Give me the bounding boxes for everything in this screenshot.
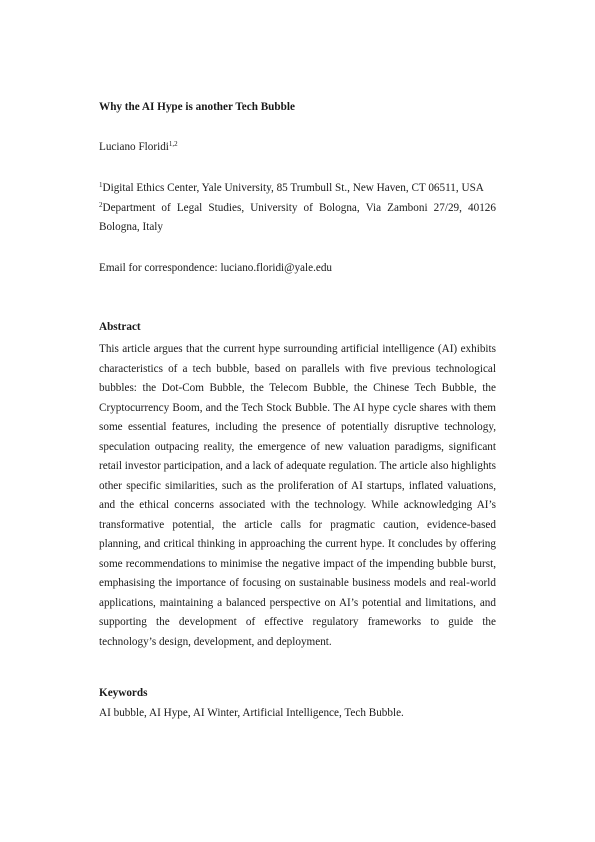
abstract-heading: Abstract	[99, 321, 141, 333]
author-name: Luciano Floridi	[99, 141, 169, 153]
affiliation-text: Department of Legal Studies, University of Bologna, Via Zamboni 27/29, 40126 Bologna, Italy	[99, 201, 496, 234]
keywords-list: AI bubble, AI Hype, AI Winter, Artificial Intelligence, Tech Bubble.	[99, 707, 404, 719]
affiliation-2	[99, 199, 496, 238]
affiliations	[99, 179, 496, 238]
affiliation-mark: 1	[99, 181, 103, 189]
author-line	[99, 140, 496, 154]
affiliation-mark: 2	[99, 200, 103, 209]
correspondence-email: Email for correspondence: luciano.floridi@yale.edu	[99, 262, 333, 274]
abstract-body: This article argues that the current hype surrounding artificial intelligence (AI) exhibits characteristics of a tech bubble, based on parallels with five previous technological bubbles: the Dot-Com Bubble, the Telecom Bubble, the Chinese Tech Bubble, the Cryptocurrency Boom, and the Tech Stock Bubble. The AI hype cycle shares with them some essential features, including the presence of potentially disruptive technology, speculation outpacing reality, the emergence of new valuation paradigms, significant retail investor participation, and a lack of adequate regulation. The article also highlights other specific similarities, such as the proliferation of AI startups, inflated valuations, and the ethical concerns associated with the technology. While acknowledging AI’s transformative potential, the article calls for pragmatic caution, evidence-based planning, and critical thinking in approaching the current hype. It concludes by offering some recommendations to minimise the negative impact of the impending bubble burst, emphasising the importance of focusing on sustainable business models and real-world applications, maintaining a balanced perspective on AI’s potential and limitations, and supporting the development of effective regulatory frameworks to guide the technology’s design, development, and deployment.	[99, 343, 496, 648]
affiliation-1	[99, 179, 496, 199]
paper-title: Why the AI Hype is another Tech Bubble	[99, 101, 295, 113]
author-affiliation-marks: 1,2	[168, 140, 178, 148]
affiliation-text: Digital Ethics Center, Yale University, 85 Trumbull St., New Haven, CT 06511, USA	[102, 182, 484, 194]
keywords-heading: Keywords	[99, 687, 148, 699]
